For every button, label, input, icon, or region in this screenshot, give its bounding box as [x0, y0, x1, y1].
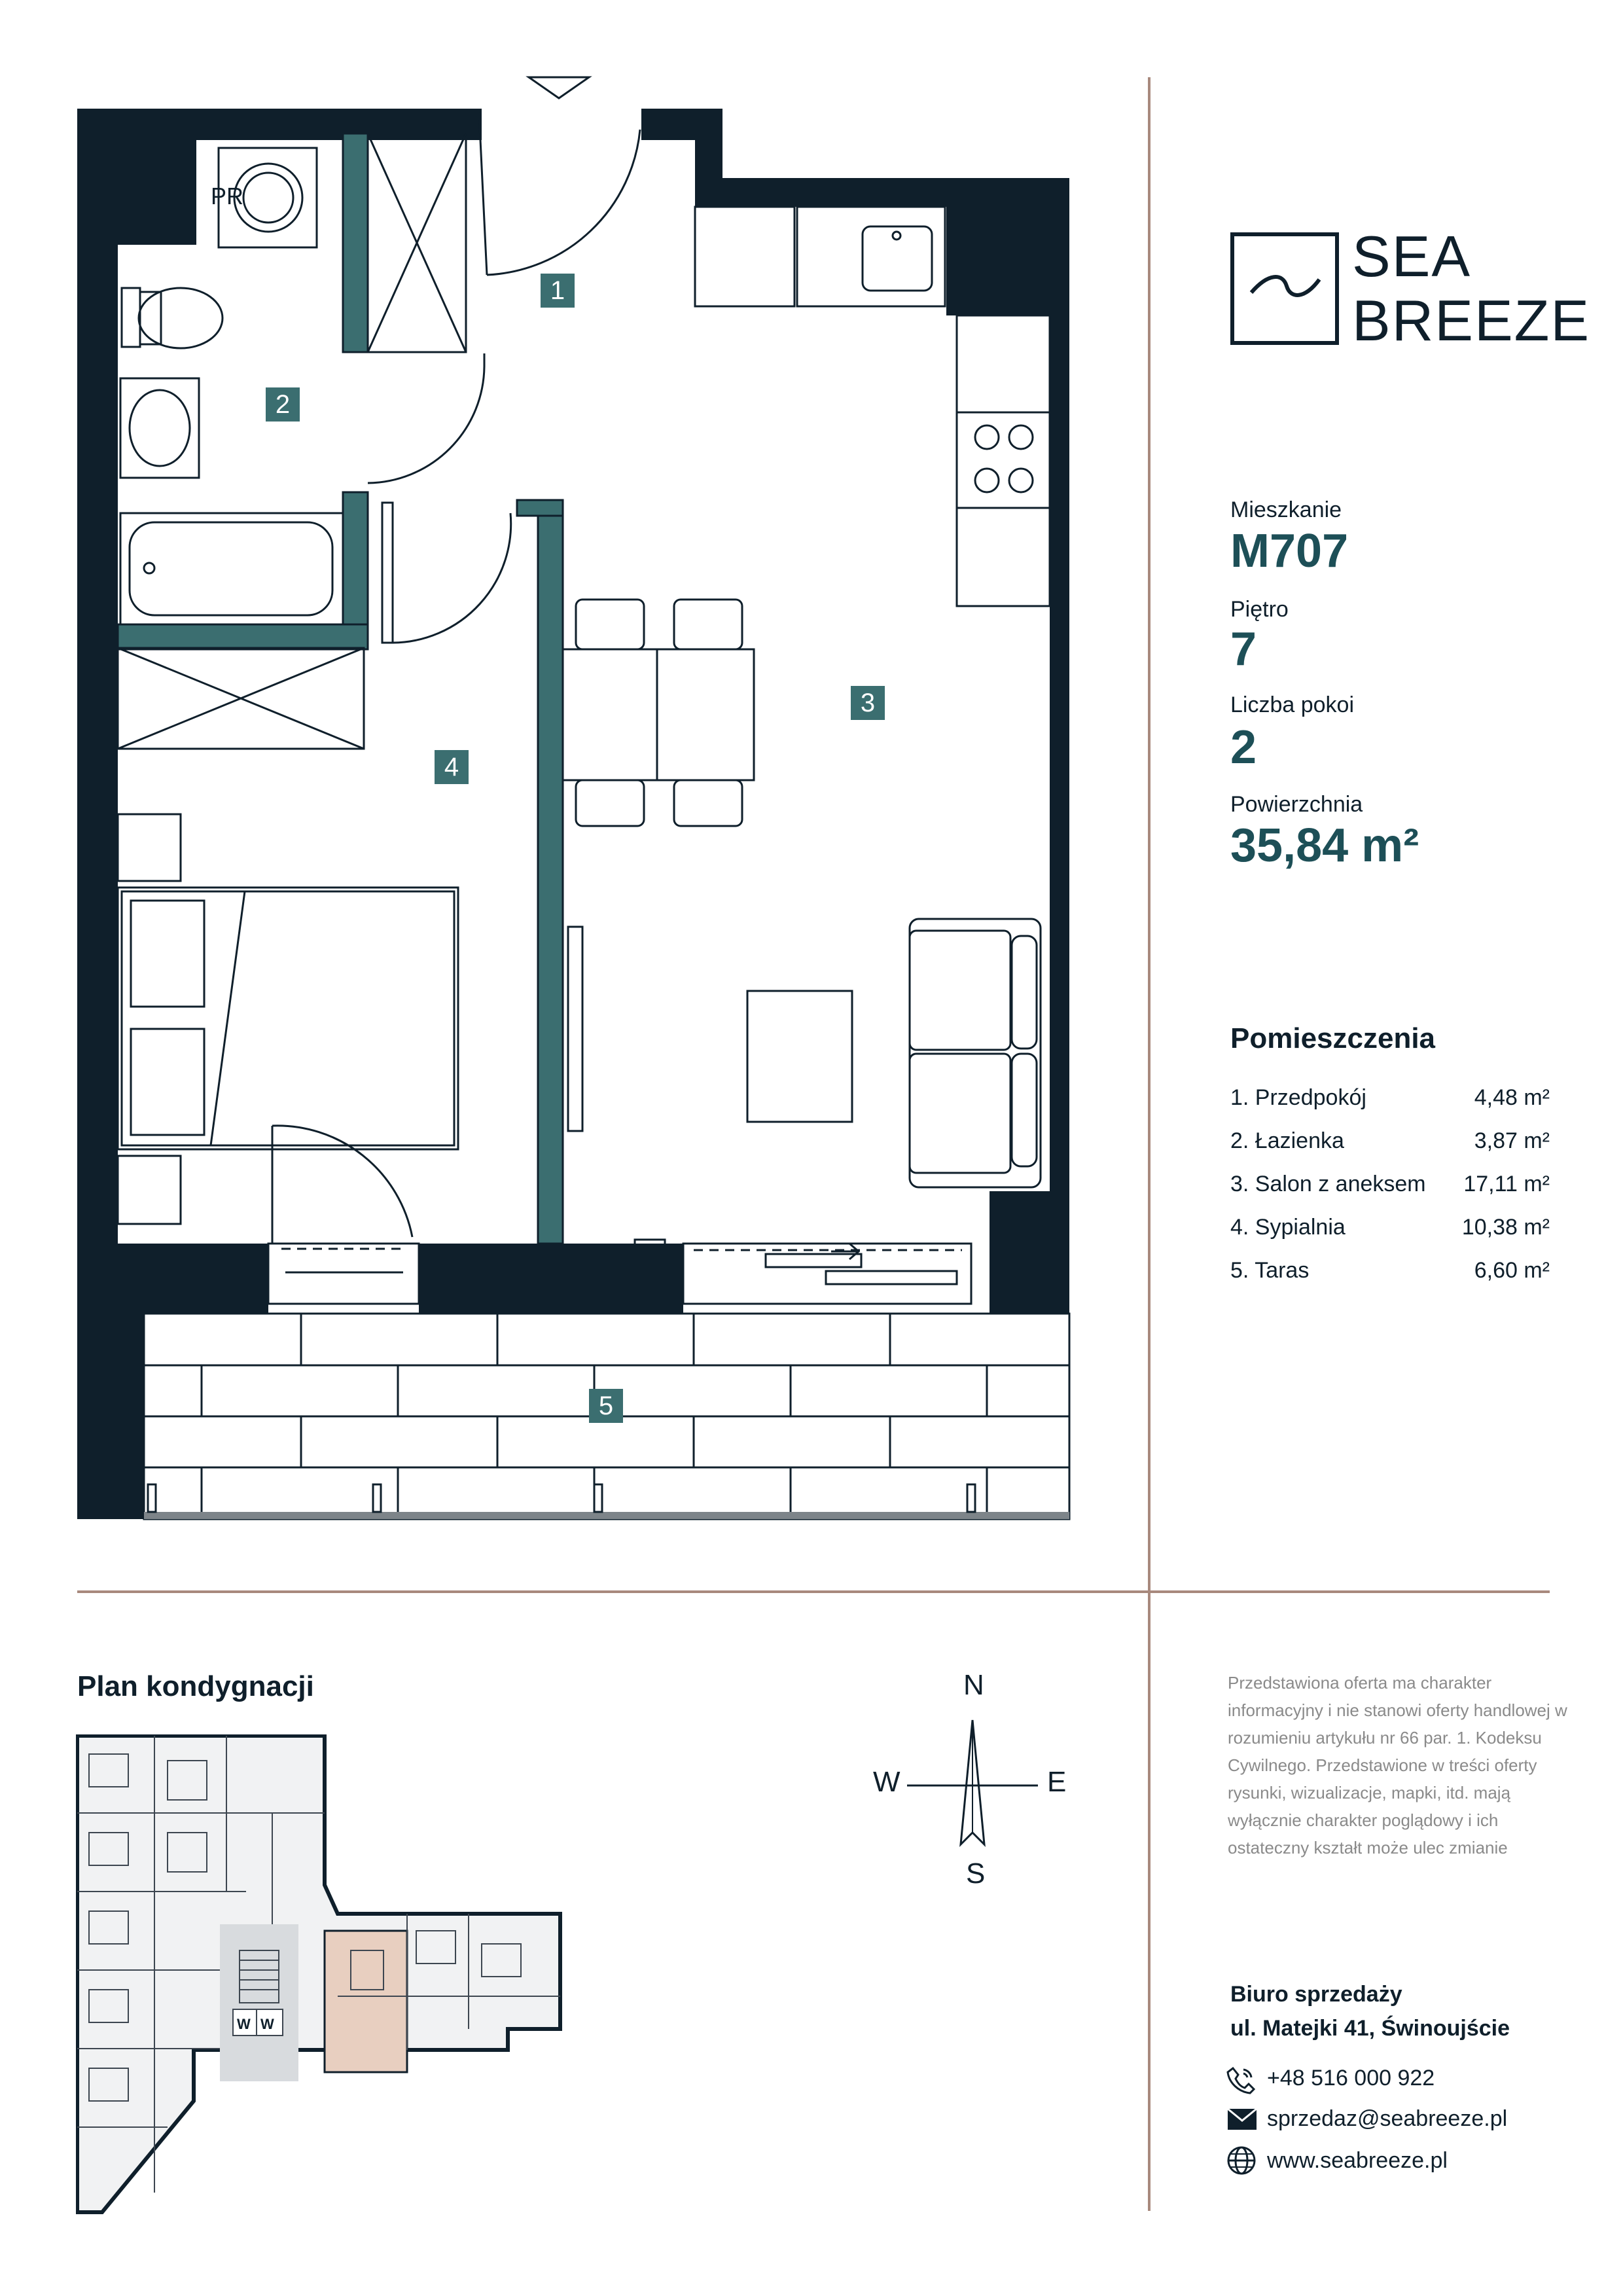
- horizontal-divider: [77, 1590, 1550, 1593]
- apartment-value: M707: [1230, 525, 1349, 577]
- office-address: ul. Matejki 41, Świnoujście: [1230, 2016, 1510, 2041]
- room-name: 1. Przedpokój: [1230, 1085, 1366, 1110]
- brand-name-line2: BREEZE: [1352, 288, 1591, 353]
- phone-icon: [1226, 2066, 1255, 2094]
- phone-link[interactable]: +48 516 000 922: [1267, 2066, 1435, 2090]
- washer-label: PR: [211, 183, 244, 209]
- floor-value: 7: [1230, 623, 1257, 675]
- area-label: Powierzchnia: [1230, 792, 1363, 817]
- room-area: 17,11 m²: [1463, 1172, 1550, 1196]
- room-badge-4: 4: [435, 750, 469, 784]
- compass-east: E: [1047, 1766, 1067, 1798]
- apartment-floor-plan: [0, 0, 1139, 1571]
- compass-west: W: [873, 1766, 901, 1798]
- rooms-value: 2: [1230, 721, 1257, 774]
- floor-plan-title: Plan kondygnacji: [77, 1670, 314, 1702]
- room-name: 5. Taras: [1230, 1258, 1310, 1283]
- brand-name-line1: SEA: [1352, 224, 1472, 289]
- room-badge-5: 5: [589, 1389, 623, 1423]
- mail-icon: [1226, 2108, 1258, 2131]
- email-link[interactable]: sprzedaz@seabreeze.pl: [1267, 2106, 1508, 2131]
- globe-icon: [1226, 2145, 1257, 2176]
- building-floor-plan: [76, 1734, 573, 2219]
- entrance-arrow-icon: [529, 77, 589, 98]
- area-value: 35,84 m²: [1230, 819, 1419, 872]
- room-area: 6,60 m²: [1474, 1258, 1550, 1283]
- wave-icon: [1249, 270, 1322, 304]
- room-name: 3. Salon z aneksem: [1230, 1172, 1426, 1196]
- legal-disclaimer: Przedstawiona oferta ma charakter informacyjny i nie stanowi oferty handlowej w rozumieniu artykułu nr 66 par. 1. Kodeksu Cywilnego. Przedstawione w treści oferty rysunki, wizualizacje, mapki, itd. mają wyłącznie charakter poglądowy i ich ostateczny kształt może ulec zmianie: [1228, 1673, 1567, 1857]
- wardrobe-label: W: [237, 2016, 251, 2032]
- brand-logo-mark: [1230, 232, 1339, 345]
- room-area: 4,48 m²: [1474, 1085, 1550, 1110]
- office-title: Biuro sprzedaży: [1230, 1982, 1402, 2007]
- website-link[interactable]: www.seabreeze.pl: [1267, 2148, 1448, 2173]
- compass-south: S: [966, 1857, 986, 1890]
- room-area: 3,87 m²: [1474, 1128, 1550, 1153]
- wardrobe-label: W: [260, 2016, 274, 2032]
- compass-rose-icon: [907, 1713, 1038, 1871]
- rooms-section-title: Pomieszczenia: [1230, 1022, 1436, 1054]
- rooms-label: Liczba pokoi: [1230, 692, 1355, 717]
- room-badge-3: 3: [851, 686, 885, 720]
- floor-label: Piętro: [1230, 597, 1289, 622]
- room-name: 2. Łazienka: [1230, 1128, 1344, 1153]
- vertical-divider: [1148, 77, 1150, 2211]
- apartment-label: Mieszkanie: [1230, 497, 1342, 522]
- room-area: 10,38 m²: [1461, 1215, 1550, 1240]
- room-name: 4. Sypialnia: [1230, 1215, 1346, 1240]
- room-badge-1: 1: [541, 274, 575, 308]
- room-badge-2: 2: [266, 387, 300, 422]
- compass-north: N: [963, 1669, 984, 1701]
